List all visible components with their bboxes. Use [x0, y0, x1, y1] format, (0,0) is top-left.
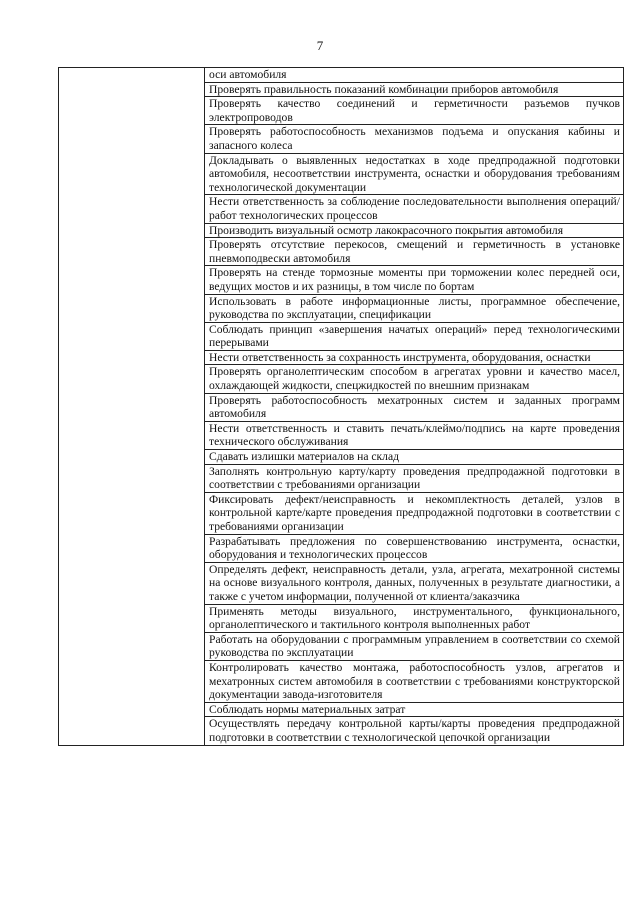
duty-cell: Нести ответственность за соблюдение последовательности выполнения операций/работ технологических процессов	[205, 195, 624, 223]
duty-cell: Проверять правильность показаний комбинации приборов автомобиля	[205, 82, 624, 97]
duty-cell: Соблюдать принцип «завершения начатых операций» перед технологическими перерывами	[205, 322, 624, 350]
duty-cell: Использовать в работе информационные листы, программное обеспечение, руководства по эксплуатации, спецификации	[205, 294, 624, 322]
duty-cell: Контролировать качество монтажа, работоспособность узлов, агрегатов и мехатронных систем автомобиля в соответствии с требованиями конструкторской документации завода-изготовителя	[205, 660, 624, 702]
duty-cell: Проверять качество соединений и герметичности разъемов пучков электропроводов	[205, 97, 624, 125]
page-number: 7	[316, 38, 324, 53]
duty-cell: Работать на оборудовании с программным управлением в соответствии со схемой руководства по эксплуатации	[205, 632, 624, 660]
table-row	[59, 68, 624, 83]
duty-cell: оси автомобиля	[205, 68, 624, 83]
duty-cell: Разрабатывать предложения по совершенствованию инструмента, оснастки, оборудования и технологических процессов	[205, 534, 624, 562]
duty-cell: Проверять отсутствие перекосов, смещений и герметичность в установке пневмоподвески автомобиля	[205, 238, 624, 266]
duty-cell: Осуществлять передачу контрольной карты/карты проведения предпродажной подготовки в соответствии с технологической цепочкой организации	[205, 717, 624, 745]
duties-table	[58, 67, 624, 746]
empty-left-cell	[59, 68, 205, 746]
duty-cell: Нести ответственность и ставить печать/клеймо/подпись на карте проведения технического обслуживания	[205, 421, 624, 449]
duty-cell: Докладывать о выявленных недостатках в ходе предпродажной подготовки автомобиля, несоответствии инструмента, оснастки и оборудования требованиям технологической документации	[205, 153, 624, 195]
duty-cell: Заполнять контрольную карту/карту проведения предпродажной подготовки в соответствии с требованиями организации	[205, 464, 624, 492]
duty-cell: Нести ответственность за сохранность инструмента, оборудования, оснастки	[205, 350, 624, 365]
duty-cell: Проверять органолептическим способом в агрегатах уровни и качество масел, охлаждающей жидкости, спецжидкостей по внешним признакам	[205, 365, 624, 393]
duty-cell: Применять методы визуального, инструментального, функционального, органолептического и тактильного контроля выполненных работ	[205, 604, 624, 632]
duty-cell: Определять дефект, неисправность детали, узла, агрегата, мехатронной системы на основе визуального контроля, данных, полученных в результате диагностики, а также с учетом информации, полученной от клиента/заказчика	[205, 562, 624, 604]
duty-cell: Сдавать излишки материалов на склад	[205, 450, 624, 465]
duty-cell: Производить визуальный осмотр лакокрасочного покрытия автомобиля	[205, 223, 624, 238]
duty-cell: Фиксировать дефект/неисправность и некомплектность деталей, узлов в контрольной карте/карте проведения предпродажной подготовки в соответствии с требованиями организации	[205, 492, 624, 534]
duty-cell: Соблюдать нормы материальных затрат	[205, 702, 624, 717]
duty-cell: Проверять на стенде тормозные моменты при торможении колес передней оси, ведущих мостов и их разницы, в том числе по бортам	[205, 266, 624, 294]
duty-cell: Проверять работоспособность механизмов подъема и опускания кабины и запасного колеса	[205, 125, 624, 153]
duty-cell: Проверять работоспособность мехатронных систем и заданных программ автомобиля	[205, 393, 624, 421]
